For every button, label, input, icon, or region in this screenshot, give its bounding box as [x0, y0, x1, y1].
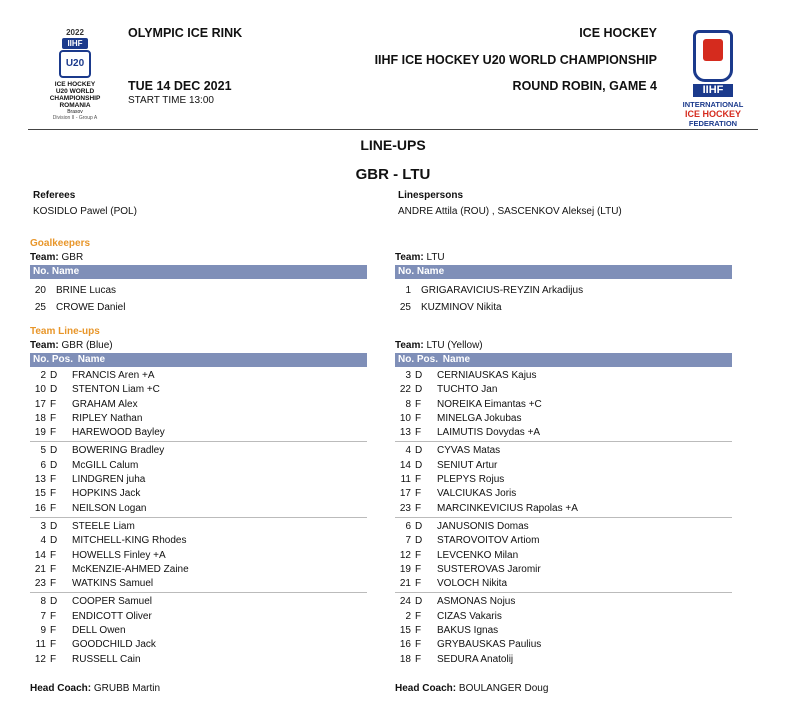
- logo-mark: U20: [59, 50, 91, 78]
- player-pos: D: [415, 535, 423, 547]
- table-row: [30, 638, 367, 652]
- col-name: Name: [442, 354, 471, 365]
- player-no: 15: [399, 625, 411, 637]
- line-group: [30, 520, 367, 593]
- player-no: 5: [40, 445, 46, 457]
- player-name: NOREIKA Eimantas +C: [437, 398, 542, 410]
- table-row: [395, 577, 732, 591]
- player-no: 24: [399, 596, 411, 608]
- player-no: 16: [34, 502, 46, 514]
- player-no: 21: [399, 578, 411, 590]
- player-name: COOPER Samuel: [72, 596, 153, 608]
- head-coach-right: [395, 683, 548, 694]
- col-no: No.: [398, 354, 415, 365]
- player-pos: F: [50, 563, 57, 575]
- table-row: [30, 383, 367, 397]
- head-coach-left: [30, 683, 160, 694]
- table-row: [395, 444, 732, 458]
- player-no: 6: [40, 459, 46, 471]
- player-no: 17: [399, 488, 411, 500]
- player-pos: D: [415, 596, 423, 608]
- table-row: [30, 577, 367, 591]
- player-name: FRANCIS Aren +A: [72, 370, 155, 381]
- player-name: McGILL Calum: [72, 459, 139, 471]
- player-pos: F: [50, 639, 57, 651]
- player-no: 1: [405, 285, 411, 296]
- player-no: 17: [34, 398, 46, 410]
- player-pos: F: [50, 488, 57, 500]
- line-group: [30, 369, 367, 442]
- player-no: 23: [399, 502, 411, 514]
- iihf-brand: IIHF: [693, 84, 733, 97]
- player-pos: F: [415, 412, 422, 424]
- player-no: 3: [40, 520, 46, 532]
- player-pos: F: [50, 578, 57, 590]
- sport: ICE HOCKEY: [579, 26, 657, 40]
- lines: [395, 369, 732, 668]
- table-row: [395, 595, 732, 609]
- player-name: BOWERING Bradley: [72, 445, 165, 457]
- player-name: ASMONAS Nojus: [437, 596, 516, 608]
- linespersons: ANDRE Attila (ROU) , SASCENKOV Aleksej (LTU): [398, 206, 622, 217]
- player-pos: D: [50, 596, 58, 608]
- player-pos: D: [50, 459, 58, 471]
- player-no: 7: [405, 535, 411, 547]
- iihf-shield-icon: [693, 30, 733, 82]
- player-pos: F: [50, 412, 57, 424]
- start-time: START TIME 13:00: [128, 95, 214, 106]
- player-name: STEELE Liam: [72, 520, 135, 532]
- table-header: [30, 353, 367, 367]
- player-no: 10: [399, 412, 411, 424]
- player-pos: F: [50, 474, 57, 486]
- player-pos: F: [50, 653, 57, 665]
- player-pos: F: [415, 639, 422, 651]
- linespersons-label: Linespersons: [398, 190, 464, 201]
- player-no: 10: [34, 384, 46, 396]
- player-no: 9: [40, 625, 46, 637]
- table-row: [395, 412, 732, 426]
- player-pos: F: [50, 502, 57, 514]
- table-row: [30, 502, 367, 516]
- col-no: No.: [33, 266, 50, 277]
- goalkeepers-heading: Goalkeepers: [30, 238, 91, 249]
- player-name: STAROVOITOV Artiom: [437, 535, 540, 547]
- player-no: 11: [35, 639, 46, 651]
- player-no: 12: [34, 653, 46, 665]
- player-name: RUSSELL Cain: [72, 653, 141, 665]
- table-row: [395, 282, 732, 299]
- logo-brand: IIHF: [62, 38, 88, 49]
- coach-label: Head Coach:: [30, 683, 92, 694]
- table-row: [395, 398, 732, 412]
- player-no: 21: [34, 563, 46, 575]
- coach-name: GRUBB Martin: [93, 683, 161, 694]
- player-pos: F: [50, 610, 57, 622]
- player-pos: D: [50, 370, 58, 381]
- logo-line4: ROMANIA: [59, 102, 91, 109]
- player-name: KUZMINOV Nikita: [421, 302, 502, 313]
- line-group: [395, 369, 732, 442]
- col-no: No.: [398, 266, 415, 277]
- table-row: [395, 610, 732, 624]
- goalkeepers-right: [395, 252, 732, 316]
- player-name: MITCHELL-KING Rhodes: [72, 535, 187, 547]
- player-pos: D: [50, 535, 58, 547]
- table-row: [30, 563, 367, 577]
- player-no: 6: [405, 520, 411, 532]
- table-row: [395, 459, 732, 473]
- player-no: 19: [34, 427, 46, 439]
- header-divider: [28, 129, 758, 130]
- line-group: [395, 520, 732, 593]
- player-pos: F: [415, 427, 422, 439]
- player-name: GRAHAM Alex: [72, 398, 138, 410]
- player-pos: F: [415, 578, 422, 590]
- player-pos: D: [415, 384, 423, 396]
- logo-line5: Brasov: [67, 109, 83, 115]
- logo-line3: CHAMPIONSHIP: [49, 95, 101, 102]
- table-row: [395, 549, 732, 563]
- logo-line2: U20 WORLD: [55, 88, 95, 95]
- player-name: PLEPYS Rojus: [437, 474, 505, 486]
- table-header: [30, 265, 367, 279]
- table-row: [395, 299, 732, 316]
- player-no: 18: [34, 412, 46, 424]
- goalkeepers-left: [30, 252, 367, 316]
- player-no: 13: [399, 427, 411, 439]
- table-row: [395, 426, 732, 440]
- player-no: 25: [399, 302, 411, 313]
- player-no: 11: [400, 474, 411, 486]
- line-group: [30, 595, 367, 667]
- player-pos: F: [415, 488, 422, 500]
- player-pos: F: [415, 625, 422, 637]
- player-no: 22: [399, 384, 411, 396]
- player-pos: F: [415, 563, 422, 575]
- table-row: [30, 549, 367, 563]
- player-pos: D: [415, 445, 423, 457]
- player-pos: F: [415, 502, 422, 514]
- col-no: No.: [33, 354, 50, 365]
- matchup: GBR - LTU: [355, 166, 431, 183]
- player-no: 7: [40, 610, 46, 622]
- player-pos: D: [415, 520, 423, 532]
- team-label: Team:: [395, 340, 424, 351]
- lineups-heading: Team Line-ups: [30, 326, 100, 337]
- player-pos: D: [50, 520, 58, 532]
- player-pos: F: [50, 427, 57, 439]
- player-pos: D: [50, 445, 58, 457]
- iihf-line1: INTERNATIONAL: [682, 100, 744, 109]
- player-pos: F: [50, 625, 57, 637]
- team-line: [395, 340, 732, 351]
- referees: KOSIDLO Pawel (POL): [33, 206, 137, 217]
- table-row: [30, 444, 367, 458]
- player-name: RIPLEY Nathan: [72, 412, 143, 424]
- page-title: LINE-UPS: [360, 137, 426, 153]
- iihf-line3: FEDERATION: [688, 119, 738, 128]
- table-row: [395, 624, 732, 638]
- line-group: [395, 444, 732, 517]
- table-row: [395, 520, 732, 534]
- table-row: [395, 502, 732, 516]
- player-no: 19: [399, 563, 411, 575]
- table-row: [30, 534, 367, 548]
- player-no: 14: [399, 459, 411, 471]
- table-row: [30, 595, 367, 609]
- lineup-left: [30, 340, 367, 670]
- player-pos: F: [415, 610, 422, 622]
- player-name: WATKINS Samuel: [72, 578, 154, 590]
- player-name: CIZAS Vakaris: [437, 610, 502, 622]
- table-row: [30, 520, 367, 534]
- player-name: CYVAS Matas: [437, 445, 501, 457]
- match-date: TUE 14 DEC 2021: [128, 79, 232, 93]
- team-line: [30, 340, 367, 351]
- player-name: VOLOCH Nikita: [437, 578, 508, 590]
- player-no: 4: [405, 445, 411, 457]
- player-no: 2: [405, 610, 411, 622]
- table-row: [395, 473, 732, 487]
- player-pos: F: [50, 398, 57, 410]
- player-no: 20: [34, 285, 46, 296]
- table-row: [30, 487, 367, 501]
- logo-line1: ICE HOCKEY: [54, 81, 96, 88]
- table-row: [395, 383, 732, 397]
- team-name: LTU (Yellow): [426, 340, 483, 351]
- player-pos: F: [415, 653, 422, 665]
- table-row: [30, 282, 367, 299]
- player-name: DELL Owen: [72, 625, 126, 637]
- player-name: ENDICOTT Oliver: [72, 610, 152, 622]
- table-row: [30, 369, 367, 383]
- player-name: BRINE Lucas: [56, 285, 117, 296]
- col-pos: Pos.: [416, 354, 439, 365]
- player-pos: D: [415, 459, 423, 471]
- coach-name: BOULANGER Doug: [458, 683, 549, 694]
- team-label: Team:: [30, 252, 59, 263]
- table-row: [395, 369, 732, 383]
- player-no: 13: [34, 474, 46, 486]
- player-pos: F: [50, 549, 57, 561]
- player-name: CERNIAUSKAS Kajus: [437, 370, 537, 381]
- player-name: GRIGARAVICIUS-REYZIN Arkadijus: [421, 285, 584, 296]
- player-name: NEILSON Logan: [72, 502, 147, 514]
- table-row: [30, 398, 367, 412]
- referees-label: Referees: [33, 190, 76, 201]
- player-name: HAREWOOD Bayley: [72, 427, 165, 439]
- coach-label: Head Coach:: [395, 683, 457, 694]
- player-name: MARCINKEVICIUS Rapolas +A: [437, 502, 578, 514]
- col-pos: Pos.: [51, 354, 74, 365]
- lineup-right: [395, 340, 732, 670]
- player-name: LAIMUTIS Dovydas +A: [437, 427, 541, 439]
- col-name: Name: [416, 266, 445, 277]
- table-row: [30, 459, 367, 473]
- table-row: [395, 563, 732, 577]
- player-name: McKENZIE-AHMED Zaine: [72, 563, 189, 575]
- table-row: [395, 534, 732, 548]
- table-row: [30, 473, 367, 487]
- round: ROUND ROBIN, GAME 4: [512, 79, 657, 93]
- player-no: 2: [40, 370, 46, 381]
- team-label: Team:: [30, 340, 59, 351]
- iihf-line2: ICE HOCKEY: [684, 109, 741, 119]
- player-pos: F: [415, 474, 422, 486]
- table-row: [395, 638, 732, 652]
- player-no: 8: [40, 596, 46, 608]
- col-name: Name: [77, 354, 106, 365]
- table-row: [30, 610, 367, 624]
- table-row: [30, 299, 367, 316]
- table-row: [30, 412, 367, 426]
- player-pos: F: [415, 549, 422, 561]
- table-row: [395, 487, 732, 501]
- player-name: TUCHTO Jan: [437, 384, 498, 396]
- player-no: 25: [34, 302, 46, 313]
- championship: IIHF ICE HOCKEY U20 WORLD CHAMPIONSHIP: [374, 53, 657, 67]
- team-name: LTU: [426, 252, 445, 263]
- player-name: GOODCHILD Jack: [72, 639, 156, 651]
- team-line: [395, 252, 732, 263]
- team-label: Team:: [395, 252, 424, 263]
- player-name: BAKUS Ignas: [437, 625, 499, 637]
- iihf-logo: [678, 30, 748, 128]
- player-no: 23: [34, 578, 46, 590]
- team-name: GBR: [61, 252, 84, 263]
- player-no: 3: [405, 370, 411, 381]
- player-no: 15: [34, 488, 46, 500]
- player-name: JANUSONIS Domas: [437, 520, 529, 532]
- line-group: [30, 444, 367, 517]
- table-row: [30, 624, 367, 638]
- line-group: [395, 595, 732, 667]
- event-logo: [40, 28, 110, 128]
- player-name: GRYBAUSKAS Paulius: [437, 639, 542, 651]
- player-name: CROWE Daniel: [56, 302, 126, 313]
- player-name: STENTON Liam +C: [72, 384, 160, 396]
- player-no: 8: [405, 398, 411, 410]
- player-pos: D: [50, 384, 58, 396]
- player-no: 18: [399, 653, 411, 665]
- player-name: LEVCENKO Milan: [437, 549, 519, 561]
- table-row: [30, 426, 367, 440]
- player-pos: F: [415, 398, 422, 410]
- player-name: SUSTEROVAS Jaromir: [437, 563, 541, 575]
- player-name: SENIUT Artur: [437, 459, 498, 471]
- team-name: GBR (Blue): [61, 340, 113, 351]
- player-name: LINDGREN juha: [72, 474, 146, 486]
- table-header: [395, 353, 732, 367]
- player-name: VALCIUKAS Joris: [437, 488, 517, 500]
- lines: [30, 369, 367, 668]
- col-name: Name: [51, 266, 80, 277]
- player-name: SEDURA Anatolij: [437, 653, 514, 665]
- player-no: 16: [399, 639, 411, 651]
- player-name: HOWELLS Finley +A: [72, 549, 166, 561]
- player-no: 4: [40, 535, 46, 547]
- player-no: 14: [34, 549, 46, 561]
- player-pos: D: [415, 370, 423, 381]
- table-header: [395, 265, 732, 279]
- venue: OLYMPIC ICE RINK: [128, 26, 243, 40]
- player-name: MINELGA Jokubas: [437, 412, 522, 424]
- logo-year: 2022: [66, 28, 84, 37]
- team-line: [30, 252, 367, 263]
- table-row: [395, 653, 732, 667]
- logo-line6: Division II - Group A: [52, 115, 98, 121]
- player-no: 12: [399, 549, 411, 561]
- player-name: HOPKINS Jack: [72, 488, 141, 500]
- table-row: [30, 653, 367, 667]
